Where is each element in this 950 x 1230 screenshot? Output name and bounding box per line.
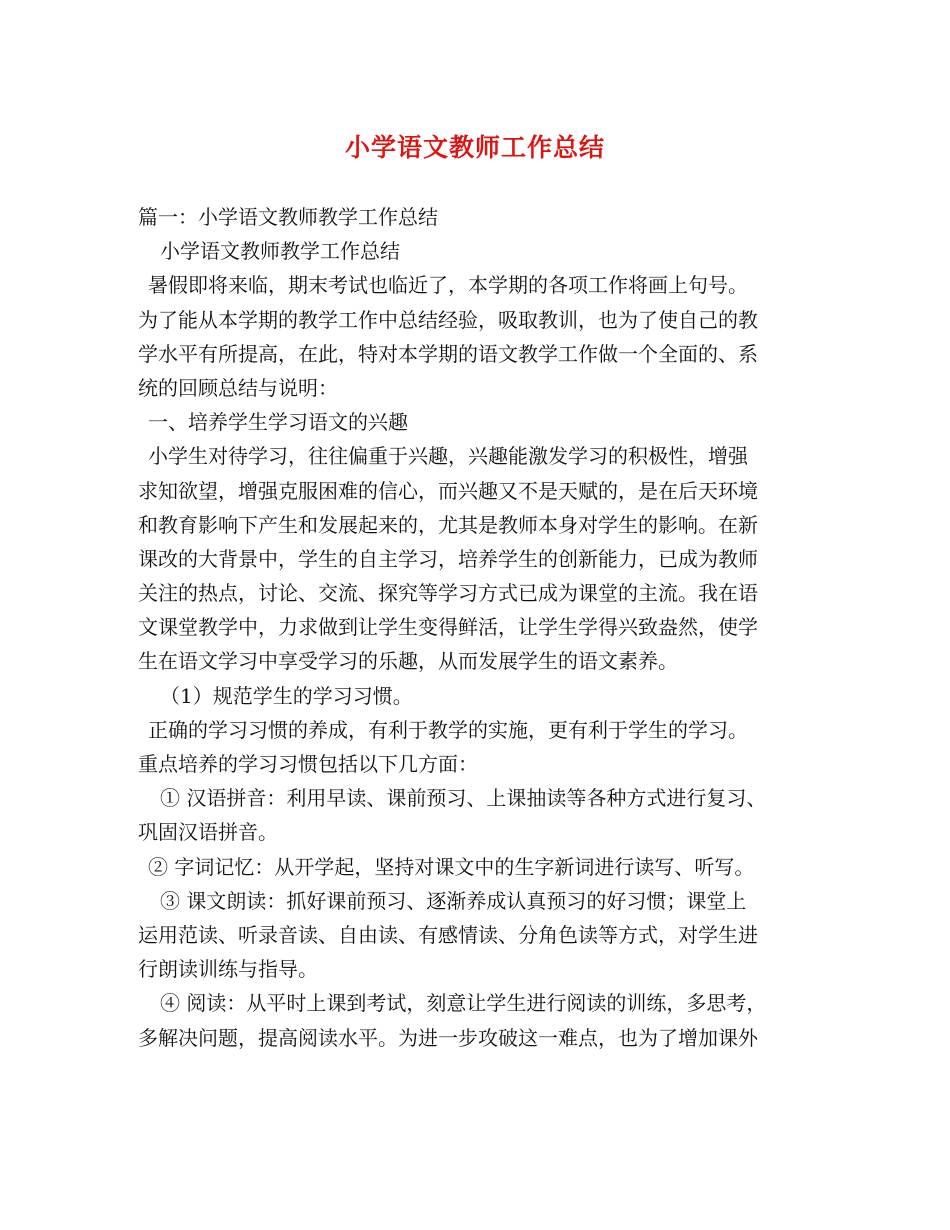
text-line: 重点培养的学习习惯包括以下几方面： xyxy=(138,752,478,776)
text-line: 学水平有所提高，在此，特对本学期的语文教学工作做一个全面的、系 xyxy=(138,341,758,366)
text-line: 和教育影响下产生和发展起来的，尤其是教师本身对学生的影响。在新 xyxy=(138,512,758,537)
text-line: 正确的学习习惯的养成，有利于教学的实施，更有利于学生的学习。 xyxy=(148,717,748,742)
text-line: ③ 课文朗读：抓好课前预习、逐渐养成认真预习的好习惯；课堂上 xyxy=(160,888,747,913)
text-line: ① 汉语拼音：利用早读、课前预习、上课抽读等各种方式进行复习、 xyxy=(160,786,767,811)
text-line: 篇一：小学语文教师教学工作总结 xyxy=(138,205,438,229)
text-line: 小学生对待学习，往往偏重于兴趣，兴趣能激发学习的积极性，增强 xyxy=(148,444,748,469)
text-line: 为了能从本学期的教学工作中总结经验，吸取教训，也为了使自己的教 xyxy=(138,307,758,332)
text-line: 一、培养学生学习语文的兴趣 xyxy=(148,410,408,435)
document-title: 小学语文教师工作总结 xyxy=(344,133,605,162)
text-line: ② 字词记忆：从开学起，坚持对课文中的生字新词进行读写、听写。 xyxy=(148,854,755,879)
text-line: 小学语文教师教学工作总结 xyxy=(160,239,400,264)
text-line: 求知欲望，增强克服困难的信心，而兴趣又不是天赋的，是在后天环境 xyxy=(138,478,758,503)
text-line: ④ 阅读：从平时上课到考试，刻意让学生进行阅读的训练，多思考， xyxy=(160,991,767,1016)
text-line: 课改的大背景中，学生的自主学习，培养学生的创新能力，已成为教师 xyxy=(138,546,758,571)
document-body xyxy=(138,200,838,1055)
text-line: 关注的热点，讨论、交流、探究等学习方式已成为课堂的主流。我在语 xyxy=(138,581,758,606)
text-line: 巩固汉语拼音。 xyxy=(138,820,278,845)
text-line: （1）规范学生的学习习惯。 xyxy=(160,683,413,708)
text-line: 生在语文学习中享受学习的乐趣，从而发展学生的语文素养。 xyxy=(138,649,678,674)
text-line: 文课堂教学中，力求做到让学生变得鲜活，让学生学得兴致盎然，使学 xyxy=(138,615,758,640)
text-line: 行朗读训练与指导。 xyxy=(138,957,318,982)
text-line: 运用范读、听录音读、自由读、有感情读、分角色读等方式，对学生进 xyxy=(138,922,758,947)
text-line: 多解决问题，提高阅读水平。为进一步攻破这一难点，也为了增加课外 xyxy=(138,1025,758,1050)
text-line: 统的回顾总结与说明： xyxy=(138,375,338,400)
text-line: 暑假即将来临，期末考试也临近了，本学期的各项工作将画上句号。 xyxy=(148,273,748,298)
